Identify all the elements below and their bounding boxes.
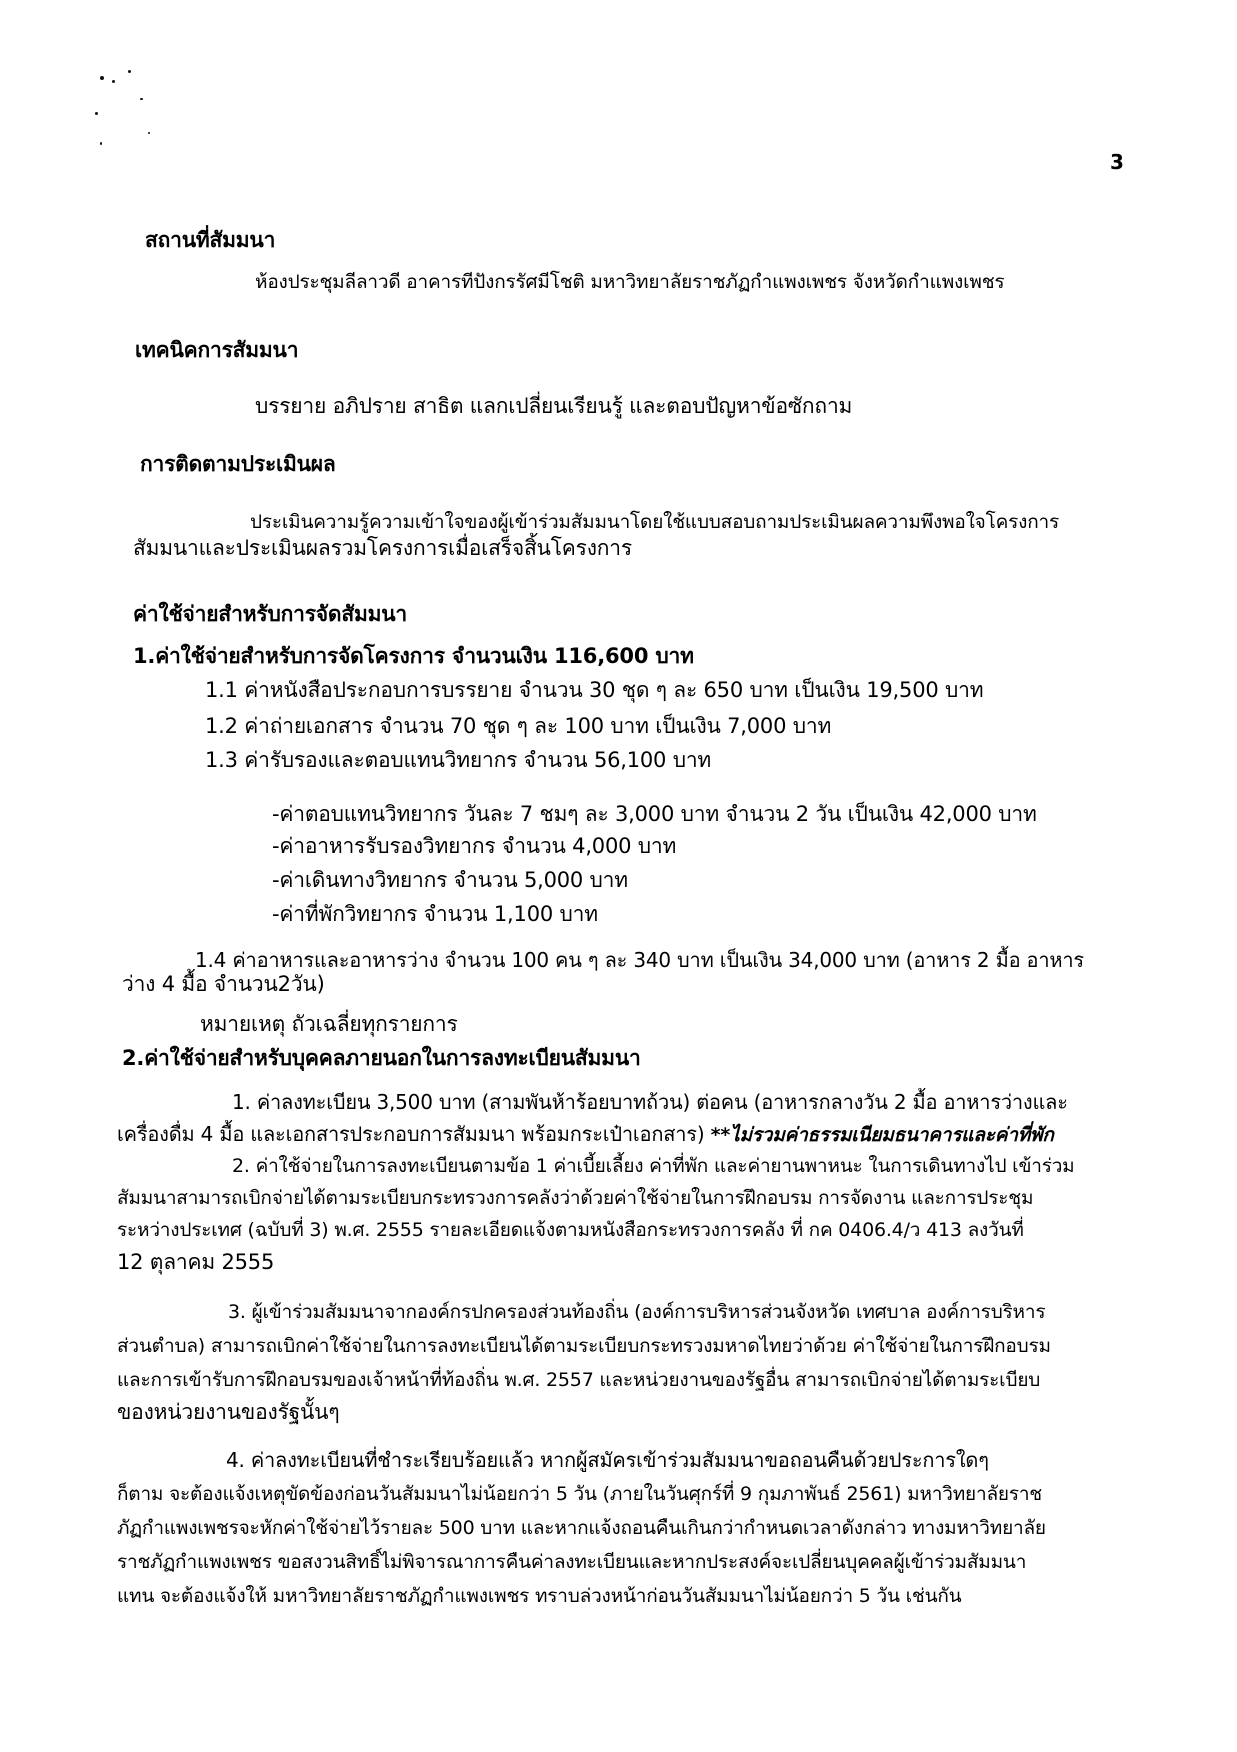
registration-p4-line-2: ก็ตาม จะต้องแจ้งเหตุขัดข้องก่อนวันสัมมนาไม่น้อยกว่า 5 วัน (ภายในวันศุกร์ที่ 9 กุมภาพันธ์ 2561) มหาวิทยาลัยราช (117, 1483, 1042, 1505)
expense-sub-c: -ค่าเดินทางวิทยากร จำนวน 5,000 บาท (272, 868, 628, 892)
scan-speck (100, 76, 104, 80)
registration-p3-line-2: ส่วนตำบล) สามารถเบิกค่าใช้จ่ายในการลงทะเบียนได้ตามระเบียบกระทรวงมหาดไทยว่าด้วย ค่าใช้จ่ายในการฝึกอบรม (117, 1335, 1051, 1357)
registration-p2-line-4: 12 ตุลาคม 2555 (117, 1250, 275, 1274)
registration-p2-line-2: สัมมนาสามารถเบิกจ่ายได้ตามระเบียบกระทรวงการคลังว่าด้วยค่าใช้จ่ายในการฝึกอบรม การจัดงาน และการประชุม (117, 1187, 1034, 1209)
expense-item-2: 2.ค่าใช้จ่ายสำหรับบุคคลภายนอกในการลงทะเบียนสัมมนา (122, 1046, 641, 1070)
expense-item-1-4-line-2: ว่าง 4 มื้อ จำนวน2วัน) (122, 972, 325, 996)
expense-item-1-4-line-1: 1.4 ค่าอาหารและอาหารว่าง จำนวน 100 คน ๆ ละ 340 บาท เป็นเงิน 34,000 บาท (อาหาร 2 มื้อ อาหาร (195, 948, 1084, 972)
expense-item-1-2: 1.2 ค่าถ่ายเอกสาร จำนวน 70 ชุด ๆ ละ 100 บาท เป็นเงิน 7,000 บาท (205, 714, 832, 738)
registration-p2-line-3: ระหว่างประเทศ (ฉบับที่ 3) พ.ศ. 2555 รายละเอียดแจ้งตามหนังสือกระทรวงการคลัง ที่ กค 0406.4/ว 413 ลงวันที่ (117, 1219, 1024, 1241)
registration-p4-line-4: ราชภัฏกำแพงเพชร ขอสงวนสิทธิ์ไม่พิจารณาการคืนค่าลงทะเบียนและหากประสงค์จะเปลี่ยนบุคคลผู้เข้าร่วมสัมมนา (117, 1551, 1027, 1573)
scan-speck (148, 132, 150, 134)
registration-p3-line-1: 3. ผู้เข้าร่วมสัมมนาจากองค์กรปกครองส่วนท้องถิ่น (องค์การบริหารส่วนจังหวัด เทศบาล องค์การบริหาร (228, 1301, 1046, 1323)
expense-sub-d: -ค่าที่พักวิทยากร จำนวน 1,100 บาท (272, 902, 598, 926)
registration-p1-line-1: 1. ค่าลงทะเบียน 3,500 บาท (สามพันห้าร้อยบาทถ้วน) ต่อคน (อาหารกลางวัน 2 มื้อ อาหารว่างและ (232, 1090, 1068, 1114)
scan-speck (140, 98, 143, 100)
scan-speck (128, 70, 131, 73)
expense-item-1-3: 1.3 ค่ารับรองและตอบแทนวิทยากร จำนวน 56,100 บาท (205, 748, 712, 772)
registration-p2-line-1: 2. ค่าใช้จ่ายในการลงทะเบียนตามข้อ 1 ค่าเบี้ยเลี้ยง ค่าที่พัก และค่ายานพาหนะ ในการเดินทางไป เข้าร่วม (232, 1155, 1075, 1177)
registration-p3-line-3: และการเข้ารับการฝึกอบรมของเจ้าหน้าที่ท้องถิ่น พ.ศ. 2557 และหน่วยงานของรัฐอื่น สามารถเบิกจ่ายได้ตามระเบียบ (117, 1369, 1041, 1391)
expense-item-1-1: 1.1 ค่าหนังสือประกอบการบรรยาย จำนวน 30 ชุด ๆ ละ 650 บาท เป็นเงิน 19,500 บาท (205, 678, 984, 702)
expense-sub-a: -ค่าตอบแทนวิทยากร วันละ 7 ชมๆ ละ 3,000 บาท จำนวน 2 วัน เป็นเงิน 42,000 บาท (272, 802, 1037, 826)
technique-heading: เทคนิคการสัมมนา (135, 338, 299, 362)
expenses-heading: ค่าใช้จ่ายสำหรับการจัดสัมมนา (133, 602, 407, 626)
registration-p4-line-1: 4. ค่าลงทะเบียนที่ชำระเรียบร้อยแล้ว หากผู้สมัครเข้าร่วมสัมมนาขอถอนคืนด้วยประการใดๆ (226, 1448, 989, 1472)
registration-p3-line-4: ของหน่วยงานของรัฐนั้นๆ (117, 1400, 340, 1424)
registration-p4-line-3: ภัฏกำแพงเพชรจะหักค่าใช้จ่ายไว้รายละ 500 บาท และหากแจ้งถอนคืนเกินกว่ากำหนดเวลาดังกล่าว ทางมหาวิทยาลัย (117, 1517, 1046, 1539)
evaluation-line-1: ประเมินความรู้ความเข้าใจของผู้เข้าร่วมสัมมนาโดยใช้แบบสอบถามประเมินผลความพึงพอใจโครงการ (250, 511, 1059, 533)
venue-text: ห้องประชุมลีลาวดี อาคารทีปังกรรัศมีโชติ มหาวิทยาลัยราชภัฏกำแพงเพชร จังหวัดกำแพงเพชร (255, 271, 1005, 293)
evaluation-heading: การติดตามประเมินผล (140, 452, 336, 476)
registration-p1-text: เครื่องดื่ม 4 มื้อ และเอกสารประกอบการสัมมนา พร้อมกระเป๋าเอกสาร) (117, 1122, 705, 1146)
evaluation-line-2: สัมมนาและประเมินผลรวมโครงการเมื่อเสร็จสิ้นโครงการ (133, 536, 632, 560)
scan-speck (95, 112, 98, 115)
registration-p4-line-5: แทน จะต้องแจ้งให้ มหาวิทยาลัยราชภัฏกำแพงเพชร ทราบล่วงหน้าก่อนวันสัมมนาไม่น้อยกว่า 5 วัน เช่นกัน (117, 1585, 962, 1607)
page-number: 3 (1110, 150, 1124, 174)
technique-text: บรรยาย อภิปราย สาธิต แลกเปลี่ยนเรียนรู้ และตอบปัญหาข้อซักถาม (255, 394, 853, 418)
scan-speck (100, 142, 102, 145)
registration-p1-note: **ไม่รวมค่าธรรมเนียมธนาคารและค่าที่พัก (710, 1124, 1054, 1146)
expense-item-1: 1.ค่าใช้จ่ายสำหรับการจัดโครงการ จำนวนเงิน 116,600 บาท (133, 644, 694, 668)
registration-p1-line-2 (117, 1120, 1054, 1149)
scan-speck (112, 80, 115, 83)
expense-sub-b: -ค่าอาหารรับรองวิทยากร จำนวน 4,000 บาท (272, 834, 677, 858)
expense-note: หมายเหตุ ถัวเฉลี่ยทุกรายการ (200, 1012, 458, 1036)
venue-heading: สถานที่สัมมนา (145, 228, 276, 252)
